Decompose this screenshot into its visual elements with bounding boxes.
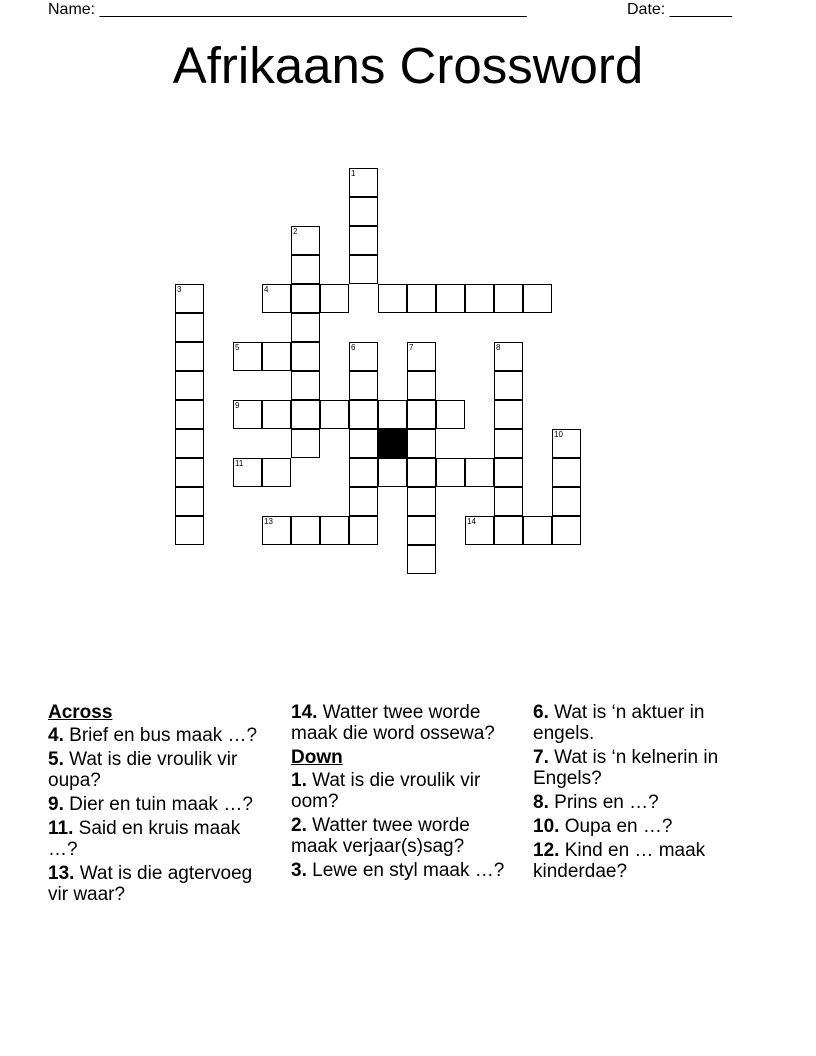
grid-cell[interactable] (262, 400, 291, 429)
grid-cell[interactable] (552, 458, 581, 487)
clue-column-2 (291, 702, 513, 884)
clue-number: 4. (48, 725, 64, 746)
grid-cell[interactable] (175, 313, 204, 342)
clue-text: Wat is die vroulik vir oom? (291, 770, 481, 812)
grid-cell[interactable] (407, 516, 436, 545)
grid-cell[interactable] (407, 545, 436, 574)
grid-cell[interactable] (407, 284, 436, 313)
clue-number: 7. (533, 747, 549, 768)
down-heading: Down (291, 747, 343, 768)
clue-across-4 (48, 725, 270, 746)
clue-number-label: 5 (235, 343, 240, 352)
grid-cell[interactable] (291, 342, 320, 371)
clue-down-6 (533, 702, 755, 744)
clue-down-10 (533, 816, 755, 837)
grid-cell[interactable] (291, 284, 320, 313)
name-blank: ________________________________________________ (99, 1, 527, 18)
grid-cell[interactable] (523, 284, 552, 313)
grid-cell[interactable] (175, 371, 204, 400)
grid-cell[interactable] (552, 487, 581, 516)
clue-across-13 (48, 863, 270, 905)
grid-cell[interactable] (175, 458, 204, 487)
clue-down-8 (533, 792, 755, 813)
clue-number: 6. (533, 702, 549, 723)
clue-text: Watter twee worde maak verjaar(s)sag? (291, 815, 470, 857)
clue-number-label: 2 (293, 227, 298, 236)
date-label: Date: (627, 1, 666, 18)
grid-cell[interactable] (378, 284, 407, 313)
date-blank: _______ (669, 1, 732, 18)
clue-number: 10. (533, 816, 560, 837)
grid-cell[interactable] (233, 400, 262, 429)
grid-cell[interactable] (465, 516, 494, 545)
grid-cell[interactable] (436, 458, 465, 487)
grid-cell[interactable] (349, 487, 378, 516)
grid-cell[interactable] (494, 284, 523, 313)
grid-cell[interactable] (494, 487, 523, 516)
clue-text: Lewe en styl maak …? (312, 860, 505, 881)
grid-cell[interactable] (407, 371, 436, 400)
grid-cell[interactable] (407, 342, 436, 371)
clue-number: 11. (48, 818, 74, 839)
clue-text: Kind en … maak kinderdae? (533, 840, 706, 882)
clue-text: Said en kruis maak …? (48, 818, 241, 860)
clue-number-label: 13 (264, 517, 273, 526)
grid-cell[interactable] (291, 429, 320, 458)
clue-across-9 (48, 794, 270, 815)
clue-number: 2. (291, 815, 307, 836)
clue-number-label: 9 (235, 401, 240, 410)
clue-column-3 (533, 702, 755, 885)
grid-cell[interactable] (320, 284, 349, 313)
grid-cell[interactable] (349, 371, 378, 400)
clue-number: 9. (48, 794, 64, 815)
grid-cell[interactable] (175, 342, 204, 371)
clue-across-11 (48, 818, 270, 860)
clue-text: Prins en …? (554, 792, 659, 813)
grid-cell[interactable] (407, 429, 436, 458)
grid-cell[interactable] (262, 342, 291, 371)
clue-number-label: 4 (264, 285, 269, 294)
clue-text: Wat is die vroulik vir oupa? (48, 749, 238, 791)
clue-column-1 (48, 702, 270, 908)
grid-cell[interactable] (436, 400, 465, 429)
clue-down-7 (533, 747, 755, 789)
grid-cell[interactable] (262, 516, 291, 545)
grid-cell[interactable] (175, 487, 204, 516)
grid-cell[interactable] (349, 458, 378, 487)
clue-down-12 (533, 840, 755, 882)
grid-cell[interactable] (465, 458, 494, 487)
grid-cell[interactable] (262, 458, 291, 487)
grid-cell[interactable] (262, 284, 291, 313)
clue-number: 1. (291, 770, 307, 791)
clue-text: Dier en tuin maak …? (69, 794, 253, 815)
clue-text: Wat is die agtervoeg vir waar? (48, 863, 253, 905)
grid-cell[interactable] (494, 458, 523, 487)
clue-text: Brief en bus maak …? (69, 725, 258, 746)
grid-cell[interactable] (175, 429, 204, 458)
clue-number: 14. (291, 702, 318, 723)
grid-cell[interactable] (175, 400, 204, 429)
clue-number-label: 7 (409, 343, 414, 352)
clue-across-14 (291, 702, 513, 744)
grid-cell[interactable] (233, 458, 262, 487)
clue-number: 5. (48, 749, 64, 770)
clue-number: 3. (291, 860, 307, 881)
grid-cell[interactable] (320, 516, 349, 545)
grid-cell[interactable] (291, 255, 320, 284)
grid-cell[interactable] (494, 371, 523, 400)
grid-cell[interactable] (523, 516, 552, 545)
grid-cell[interactable] (291, 516, 320, 545)
clue-text: Oupa en …? (564, 816, 673, 837)
clue-number: 12. (533, 840, 560, 861)
grid-cell[interactable] (378, 458, 407, 487)
clue-text: Watter twee worde maak die word ossewa? (291, 702, 495, 744)
grid-cell[interactable] (175, 284, 204, 313)
clue-number-label: 8 (496, 343, 501, 352)
clue-across-5 (48, 749, 270, 791)
grid-block (378, 429, 407, 458)
grid-cell[interactable] (349, 516, 378, 545)
across-heading: Across (48, 702, 113, 723)
page-title: Afrikaans Crossword (172, 37, 644, 94)
grid-cell[interactable] (494, 342, 523, 371)
clue-text: Wat is ‘n kelnerin in Engels? (533, 747, 719, 789)
clue-text: Wat is ‘n aktuer in engels. (533, 702, 705, 744)
grid-cell[interactable] (494, 429, 523, 458)
grid-cell[interactable] (291, 226, 320, 255)
grid-cell[interactable] (291, 313, 320, 342)
clue-number: 13. (48, 863, 75, 884)
grid-cell[interactable] (175, 516, 204, 545)
clues-section (48, 702, 768, 1002)
clue-number-label: 6 (351, 343, 356, 352)
grid-cell[interactable] (465, 284, 494, 313)
grid-cell[interactable] (349, 400, 378, 429)
grid-cell[interactable] (320, 400, 349, 429)
grid-cell[interactable] (378, 400, 407, 429)
grid-cell[interactable] (291, 400, 320, 429)
clue-number-label: 11 (235, 459, 244, 468)
name-label: Name: (48, 1, 96, 18)
grid-cell[interactable] (407, 487, 436, 516)
grid-cell[interactable] (233, 342, 262, 371)
grid-cell[interactable] (407, 400, 436, 429)
grid-cell[interactable] (436, 284, 465, 313)
grid-cell[interactable] (494, 400, 523, 429)
grid-cell[interactable] (291, 371, 320, 400)
grid-cell[interactable] (494, 516, 523, 545)
grid-cell[interactable] (349, 226, 378, 255)
clue-number-label: 10 (554, 430, 563, 439)
clue-number-label: 3 (177, 285, 182, 294)
clue-number-label: 14 (467, 517, 476, 526)
clue-down-3 (291, 860, 513, 881)
grid-cell[interactable] (349, 255, 378, 284)
grid-cell[interactable] (349, 429, 378, 458)
clue-number-label: 1 (351, 169, 356, 178)
clue-down-1 (291, 770, 513, 812)
clue-down-2 (291, 815, 513, 857)
grid-cell[interactable] (349, 342, 378, 371)
grid-cell[interactable] (349, 197, 378, 226)
grid-cell[interactable] (552, 429, 581, 458)
grid-cell[interactable] (407, 458, 436, 487)
grid-cell[interactable] (349, 168, 378, 197)
clue-number: 8. (533, 792, 549, 813)
grid-cell[interactable] (552, 516, 581, 545)
